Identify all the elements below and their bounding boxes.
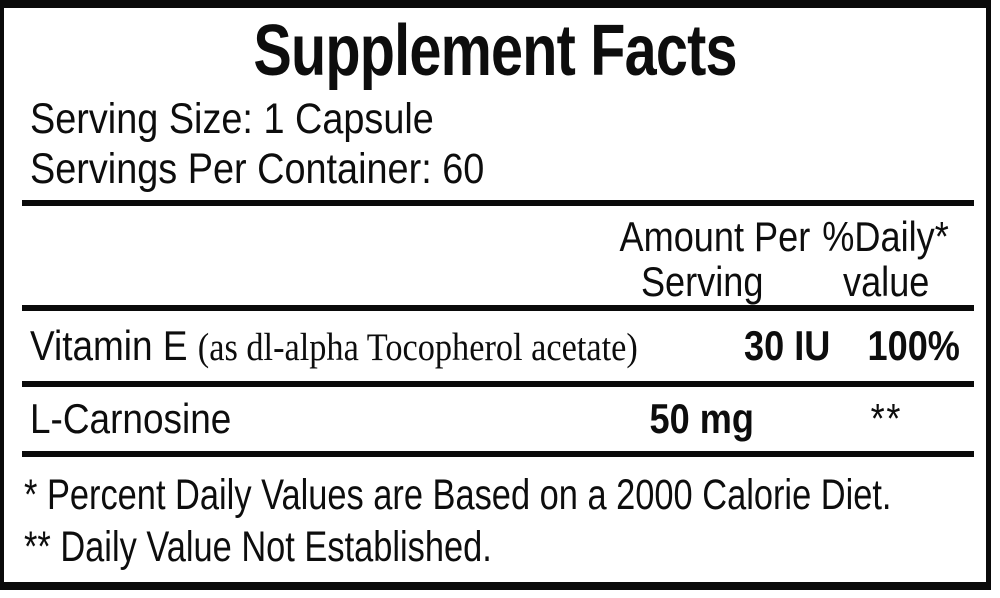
nutrient-daily-value: 100%	[867, 322, 960, 369]
nutrient-row-vitamin-e	[4, 311, 986, 381]
percent-daily-value-header: %Daily* value	[822, 213, 950, 305]
footnote-not-established: ** Daily Value Not Established.	[24, 523, 492, 571]
footnote-daily-values: * Percent Daily Values are Based on a 2000 Calorie Diet.	[24, 471, 892, 519]
panel-title-text: Supplement Facts	[253, 11, 737, 91]
nutrient-daily-value: **	[870, 395, 902, 442]
servings-per-container-line: Servings Per Container: 60	[30, 145, 485, 193]
serving-info	[4, 94, 986, 194]
panel-title	[4, 8, 986, 94]
column-headers	[4, 206, 986, 305]
nutrient-amount: 50 mg	[649, 395, 755, 442]
footnotes	[4, 457, 986, 573]
serving-size-line: Serving Size: 1 Capsule	[30, 95, 434, 143]
nutrient-name: L-Carnosine	[30, 395, 232, 442]
nutrient-amount: 30 IU	[744, 322, 831, 369]
nutrient-row-l-carnosine	[4, 387, 986, 451]
nutrient-name: Vitamin E (as dl-alpha Tocopherol acetate)	[30, 322, 638, 369]
nutrient-detail: (as dl-alpha Tocopherol acetate)	[197, 326, 638, 369]
amount-per-serving-header: Amount Per Serving	[619, 213, 811, 305]
